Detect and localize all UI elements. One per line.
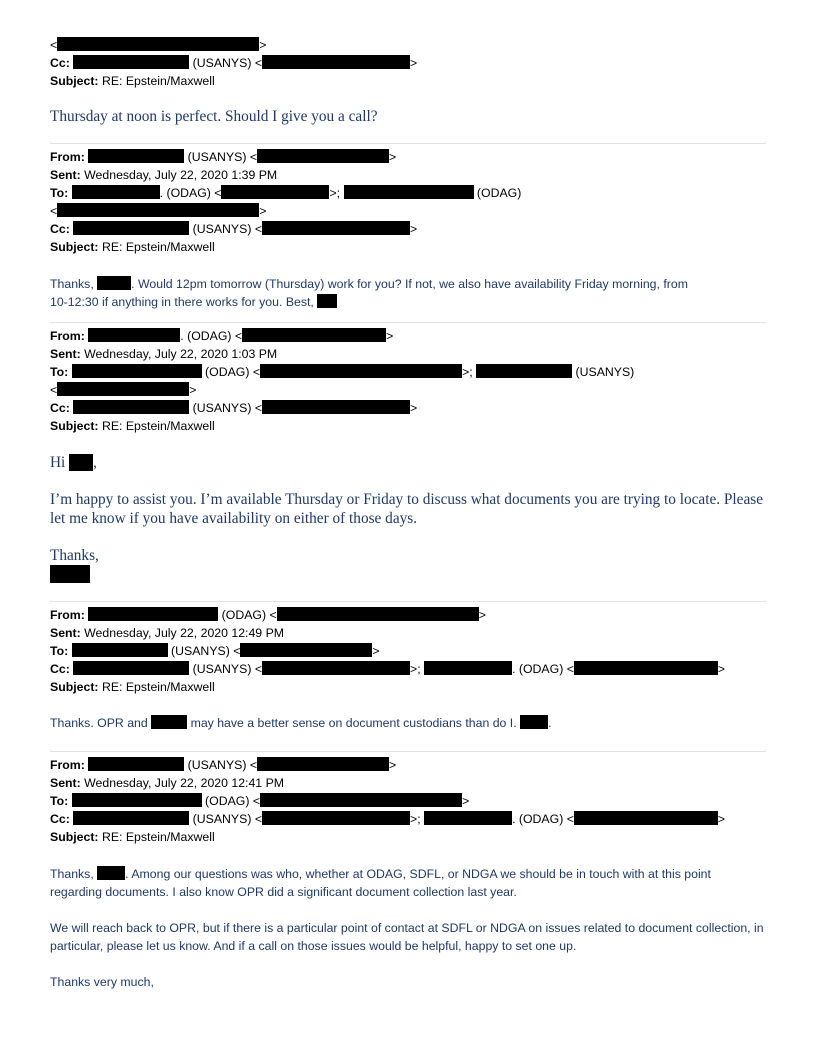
redaction xyxy=(73,661,189,675)
redaction xyxy=(240,643,372,657)
redaction xyxy=(57,382,189,396)
header-to-continuation: < > xyxy=(50,383,197,397)
header-sent: Sent: Wednesday, July 22, 2020 12:41 PM xyxy=(50,776,285,790)
message-body: Hi , I’m happy to assist you. I’m available Thursday or Friday to discuss what documents you are trying to locate. Please let me know if you have availability on either of those days. Thanks, xyxy=(50,453,766,586)
header-from: From: (ODAG) < > xyxy=(50,608,486,622)
message-header xyxy=(50,756,766,846)
redaction xyxy=(50,565,90,583)
redaction xyxy=(57,37,259,51)
redaction xyxy=(277,607,479,621)
redaction xyxy=(72,643,168,657)
header-sent: Sent: Wednesday, July 22, 2020 1:03 PM xyxy=(50,347,278,361)
divider xyxy=(50,322,766,323)
redaction xyxy=(424,661,512,675)
message-body: Thanks. OPR and may have a better sense on document custodians than do I. . xyxy=(50,716,552,730)
redaction xyxy=(257,149,389,163)
message-header xyxy=(50,606,766,696)
header-subject: Subject: RE: Epstein/Maxwell xyxy=(50,74,215,88)
divider xyxy=(50,143,766,144)
redaction xyxy=(344,185,474,199)
redaction xyxy=(262,55,410,69)
redaction xyxy=(73,55,189,69)
header-cc: Cc: (USANYS) < > xyxy=(50,56,418,70)
redaction xyxy=(262,661,410,675)
divider xyxy=(50,601,766,602)
header-subject: Subject: RE: Epstein/Maxwell xyxy=(50,830,215,844)
redaction xyxy=(476,364,572,378)
header-subject: Subject: RE: Epstein/Maxwell xyxy=(50,240,215,254)
redaction xyxy=(257,757,389,771)
header-to-continuation: < > xyxy=(50,38,267,52)
header-cc: Cc: (USANYS) < >; . (ODAG) < > xyxy=(50,812,726,826)
redaction xyxy=(88,328,180,342)
message-body: Thanks, . Among our questions was who, whether at ODAG, SDFL, or NDGA we should be in touch with at this point regarding documents. I also know OPR did a significant document collection last year. We will reach back to OPR, but if there is a particular point of contact at SDFL or NDGA on issues related to document collection, in particular, please let us know. And if a call on those issues would be helpful, happy to set one up. Thanks very much, xyxy=(50,867,764,989)
header-subject: Subject: RE: Epstein/Maxwell xyxy=(50,680,215,694)
header-to: To: (USANYS) < > xyxy=(50,644,380,658)
redaction xyxy=(260,793,462,807)
redaction xyxy=(317,294,337,308)
header-from: From: (USANYS) < > xyxy=(50,150,397,164)
header-cc: Cc: (USANYS) < > xyxy=(50,222,418,236)
header-from: From: . (ODAG) < > xyxy=(50,329,394,343)
redaction xyxy=(88,607,218,621)
redaction xyxy=(424,811,512,825)
redaction xyxy=(574,811,718,825)
header-from: From: (USANYS) < > xyxy=(50,758,397,772)
redaction xyxy=(69,454,93,471)
redaction xyxy=(97,866,125,880)
redaction xyxy=(262,400,410,414)
divider xyxy=(50,751,766,752)
header-sent: Sent: Wednesday, July 22, 2020 12:49 PM xyxy=(50,626,285,640)
redaction xyxy=(262,221,410,235)
message-header xyxy=(50,148,766,256)
header-sent: Sent: Wednesday, July 22, 2020 1:39 PM xyxy=(50,168,278,182)
redaction xyxy=(72,364,202,378)
header-to: To: (ODAG) < > xyxy=(50,794,470,808)
redaction xyxy=(72,793,202,807)
redaction xyxy=(88,149,184,163)
redaction xyxy=(73,811,189,825)
redaction xyxy=(221,185,329,199)
redaction xyxy=(72,185,160,199)
header-to: To: . (ODAG) < >; (ODAG) xyxy=(50,186,522,200)
redaction xyxy=(242,328,386,342)
redaction xyxy=(520,715,548,729)
redaction xyxy=(151,715,187,729)
header-cc: Cc: (USANYS) < > xyxy=(50,401,418,415)
header-subject: Subject: RE: Epstein/Maxwell xyxy=(50,419,215,433)
redaction xyxy=(73,221,189,235)
message-body: Thanks, . Would 12pm tomorrow (Thursday) work for you? If not, we also have availability Friday morning, from 10-12:30 if anything in there works for you. Best, xyxy=(50,277,688,309)
message-header xyxy=(50,327,766,435)
redaction xyxy=(574,661,718,675)
header-to: To: (ODAG) < >; (USANYS) xyxy=(50,365,635,379)
redaction xyxy=(260,364,462,378)
header-to-continuation: < > xyxy=(50,204,267,218)
reply-text: Thursday at noon is perfect. Should I give you a call? xyxy=(50,108,378,125)
redaction xyxy=(262,811,410,825)
redaction xyxy=(73,400,189,414)
redaction xyxy=(88,757,184,771)
header-cc: Cc: (USANYS) < >; . (ODAG) < > xyxy=(50,662,726,676)
redaction xyxy=(97,276,131,290)
email-thread xyxy=(50,36,766,991)
redaction xyxy=(57,203,259,217)
